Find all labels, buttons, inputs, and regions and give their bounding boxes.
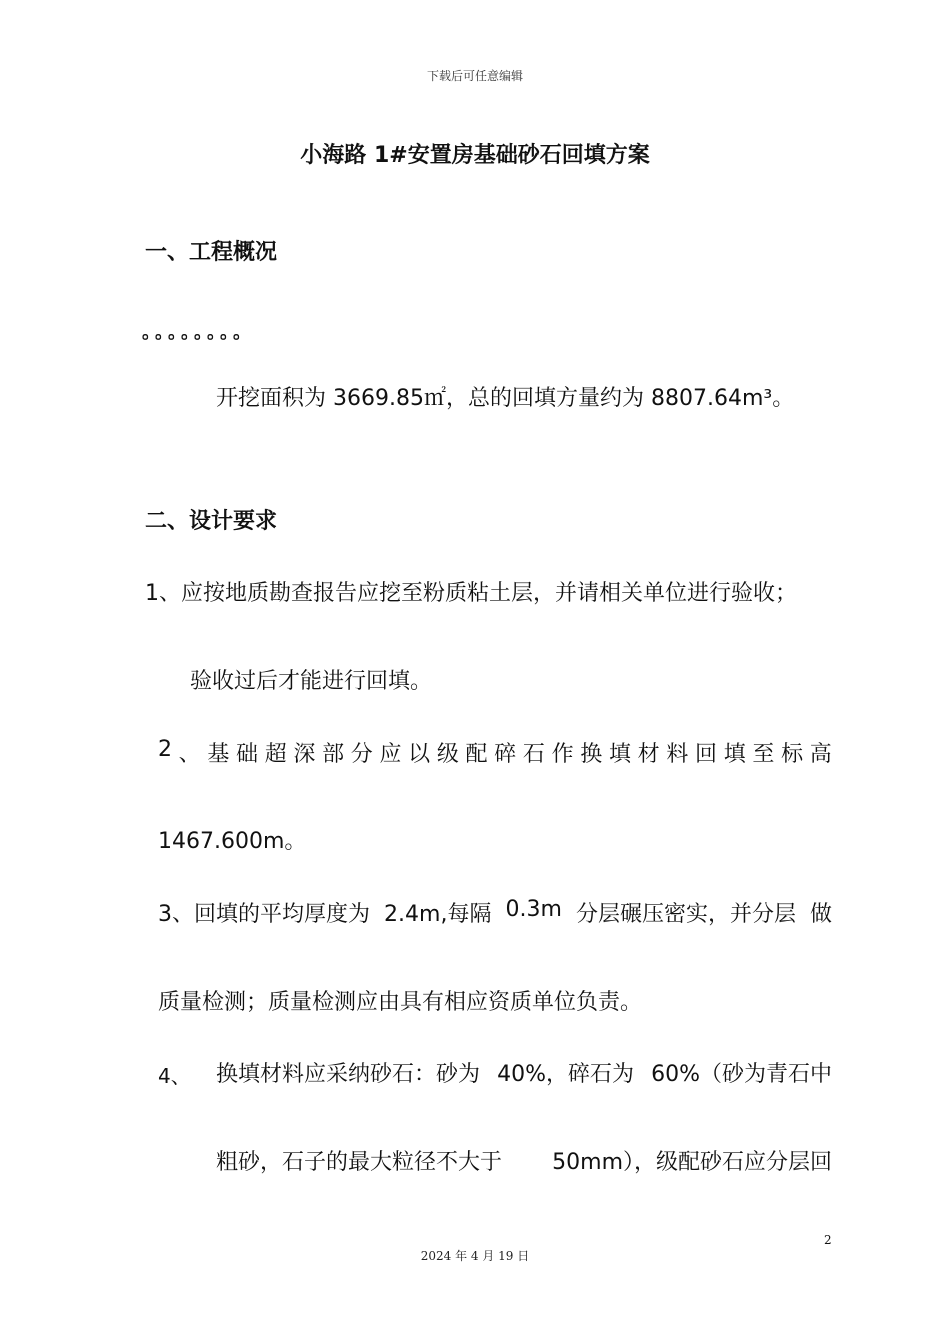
requirement-item-2-line-1: 2 、 基 础 超 深 部 分 应 以 级 配 碎 石 作 换 填 材 料 回 填 至 标 高 bbox=[158, 737, 832, 767]
requirement-item-4-line-1: 换填材料应采纳砂石：砂为 40%，碎石为 60%（砂为青石中 bbox=[216, 1062, 832, 1087]
page-number: 2 bbox=[824, 1233, 832, 1247]
requirement-item-3-line-1: 3、回填的平均厚度为 2.4m,每隔 0.3m 分层碾压密实，并分层 做 bbox=[158, 897, 832, 927]
requirement-item-1-line-1: 1、应按地质勘查报告应挖至粉质粘土层，并请相关单位进行验收； bbox=[145, 581, 797, 606]
section-heading-overview: 一、工程概况 bbox=[145, 240, 278, 265]
requirement-item-3-line-2: 质量检测；质量检测应由具有相应资质单位负责。 bbox=[158, 990, 643, 1015]
section-heading-requirements: 二、设计要求 bbox=[145, 509, 278, 534]
requirement-item-1-line-2: 验收过后才能进行回填。 bbox=[190, 669, 433, 694]
document-title: 小海路 1#安置房基础砂石回填方案 bbox=[300, 143, 650, 168]
overview-paragraph: 开挖面积为 3669.85㎡，总的回填方量约为 8807.64m³。 bbox=[216, 386, 795, 411]
requirement-item-4-line-2: 粗砂，石子的最大粒径不大于 50mm），级配砂石应分层回 bbox=[216, 1150, 832, 1175]
placeholder-dots: 。。。。。。。。 bbox=[142, 322, 255, 343]
requirement-item-4-number: 4、 bbox=[158, 1064, 191, 1088]
page-header-note: 下载后可任意编辑 bbox=[426, 69, 523, 83]
footer-date: 2024 年 4 月 19 日 bbox=[420, 1249, 530, 1263]
requirement-item-2-line-2: 1467.600m。 bbox=[158, 829, 307, 854]
